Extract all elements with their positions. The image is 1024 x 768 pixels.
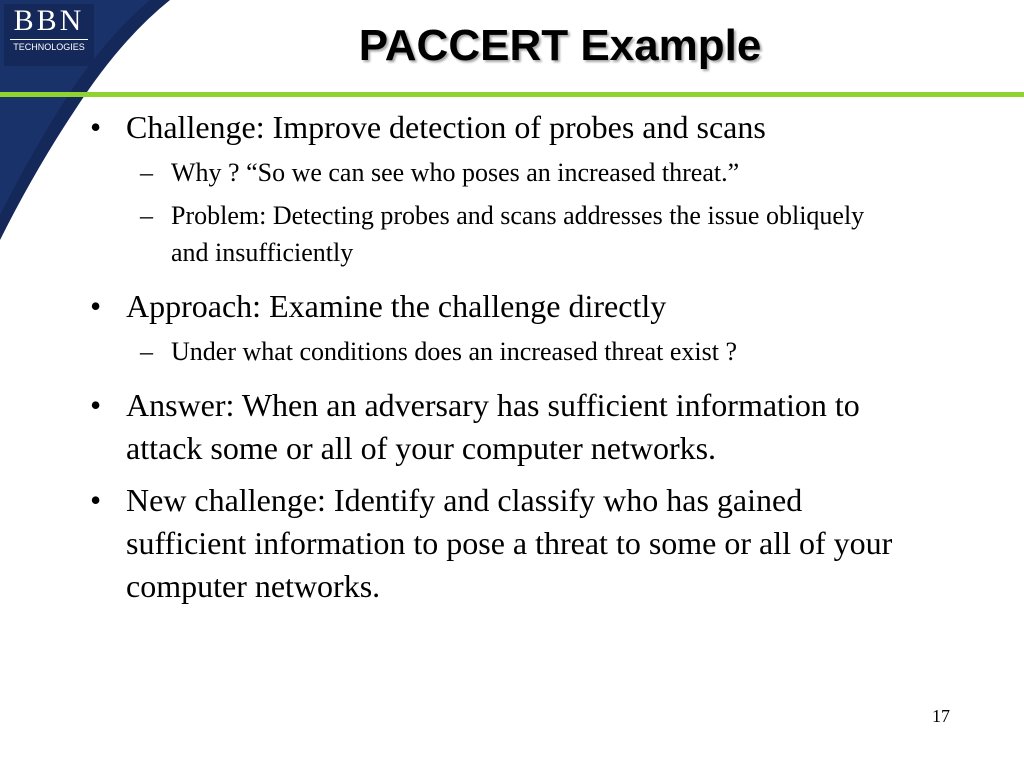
logo-subtitle: TECHNOLOGIES	[13, 42, 85, 52]
bullet-marker: •	[90, 482, 102, 518]
bullet-text: Answer: When an adversary has sufficient information to attack some or all of your computer networks.	[126, 387, 860, 466]
logo-letters: BBN	[13, 4, 85, 37]
sub-bullet-text: Under what conditions does an increased threat exist ?	[171, 337, 738, 366]
bullet-text: Approach: Examine the challenge directly	[126, 288, 667, 324]
slide-title: PACCERT Example	[358, 21, 762, 70]
sub-bullet-marker: –	[140, 158, 153, 187]
title-underline	[0, 92, 1024, 97]
bullet-text: New challenge: Identify and classify who has gained sufficient information to pose a threat to some or all of your computer networks.	[126, 482, 893, 604]
sub-bullet-text: Why ? “So we can see who poses an increased threat.”	[171, 158, 740, 187]
sub-bullet-text: Problem: Detecting probes and scans addresses the issue obliquely and insufficiently	[171, 201, 865, 267]
company-logo	[4, 4, 94, 66]
bullet-item-answer	[84, 384, 964, 470]
page-number: 17	[932, 706, 950, 726]
sub-bullet-item-conditions	[84, 333, 964, 370]
bullet-marker: •	[90, 288, 102, 324]
bullet-marker: •	[90, 109, 102, 145]
sub-bullet-marker: –	[140, 201, 153, 230]
bullet-item-challenge	[84, 106, 964, 149]
bullet-marker: •	[90, 387, 102, 423]
bullet-item-approach	[84, 285, 964, 328]
bullet-item-new-challenge	[84, 479, 964, 608]
sub-bullet-item-problem	[84, 197, 964, 271]
sub-bullet-item-why	[84, 154, 964, 191]
sub-bullet-marker: –	[140, 337, 153, 366]
bullet-list	[84, 106, 964, 617]
logo-rule	[10, 39, 88, 40]
bullet-text: Challenge: Improve detection of probes and scans	[126, 109, 766, 145]
